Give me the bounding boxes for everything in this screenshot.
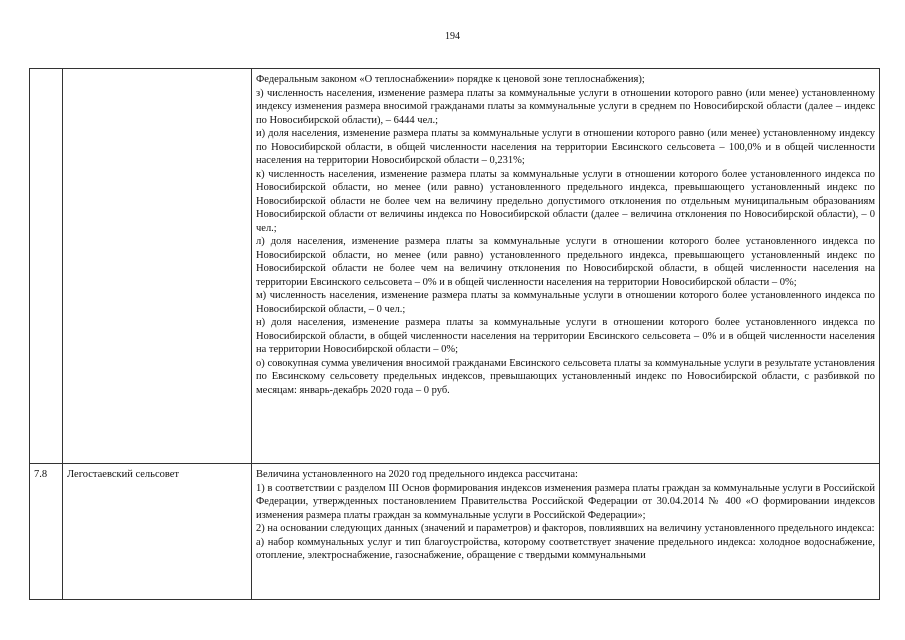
description-cell [252,69,880,464]
paragraph: з) численность населения, изменение размера платы за коммунальные услуги в отношении которого равно (или менее) установленному индексу изменения размера вносимой гражданами платы за коммунальные услуги в среднем по Новосибирской области (далее – индекс по Новосибирской области), – 6444 чел.; [256,87,875,126]
table-row [30,464,880,600]
settlement-name-cell [63,69,252,464]
page-number: 194 [445,31,460,42]
paragraph: 2) на основании следующих данных (значений и параметров) и факторов, повлиявших на величину установленного предельного индекса: [256,523,875,534]
document-table [29,68,880,600]
paragraph: м) численность населения, изменение размера платы за коммунальные услуги в отношении которого более установленного индекса по Новосибирской области, – 0 чел.; [256,290,875,315]
row-number-cell: 7.8 [30,464,63,600]
paragraph: Величина установленного на 2020 год предельного индекса рассчитана: [256,469,578,480]
paragraph: 1) в соответствии с разделом III Основ формирования индексов изменения размера платы граждан за коммунальные услуги в Российской Федерации, утвержденных постановлением Правительства Российской Федерации от 30.04.2014 № 400 «О формировании индексов изменения размера платы граждан за коммунальные услуги в Российской Федерации»; [256,482,875,521]
paragraph: к) численность населения, изменение размера платы за коммунальные услуги в отношении которого более установленного индекса по Новосибирской области, но менее (или равно) установленного предельного индекса, превышающего установленный индекс по Новосибирской области не более чем на величину предельно допустимого отклонения по отдельным муниципальным образованиям Новосибирской области от величины индекса по Новосибирской области (далее – величина отклонения по Новосибирской области), – 0 чел.; [256,168,875,234]
settlement-name-cell: Легостаевский сельсовет [63,464,252,600]
paragraph: н) доля населения, изменение размера платы за коммунальные услуги в отношении которого более установленного индекса по Новосибирской области, в общей численности населения на территории Евсинского сельсовета – 0% и в общей численности населения на территории Новосибирской области – 0%; [256,317,875,355]
paragraph: и) доля населения, изменение размера платы за коммунальные услуги в отношении которого равно (или менее) установленному индексу по Новосибирской области, в общей численности населения на территории Евсинского сельсовета – 100,0% и в общей численности населения на территории Новосибирской области – 0,231%; [256,128,875,166]
table-row [30,69,880,464]
row-number-cell [30,69,63,464]
description-cell [252,464,880,600]
paragraph: о) совокупная сумма увеличения вносимой гражданами Евсинского сельсовета платы за коммунальные услуги в результате установления по Евсинскому сельсовету предельных индексов, превышающих установленный индекс по Новосибирской области, с разбивкой по месяцам: январь-декабрь 2020 года – 0 руб. [256,357,875,396]
paragraph: Федеральным законом «О теплоснабжении» порядке к ценовой зоне теплоснабжения); [256,74,645,85]
paragraph: а) набор коммунальных услуг и тип благоустройства, которому соответствует значение предельного индекса: холодное водоснабжение, отопление, электроснабжение, газоснабжение, обращение с твердыми коммунальными [256,536,875,561]
paragraph: л) доля населения, изменение размера платы за коммунальные услуги в отношении которого более установленного индекса по Новосибирской области, но менее (или равно) установленного предельного индекса, превышающего установленный индекс по Новосибирской области не более чем на величину отклонения по Новосибирской области, в общей численности населения на территории Евсинского сельсовета – 0% и в общей численности населения на территории Новосибирской области – 0%; [256,236,875,288]
